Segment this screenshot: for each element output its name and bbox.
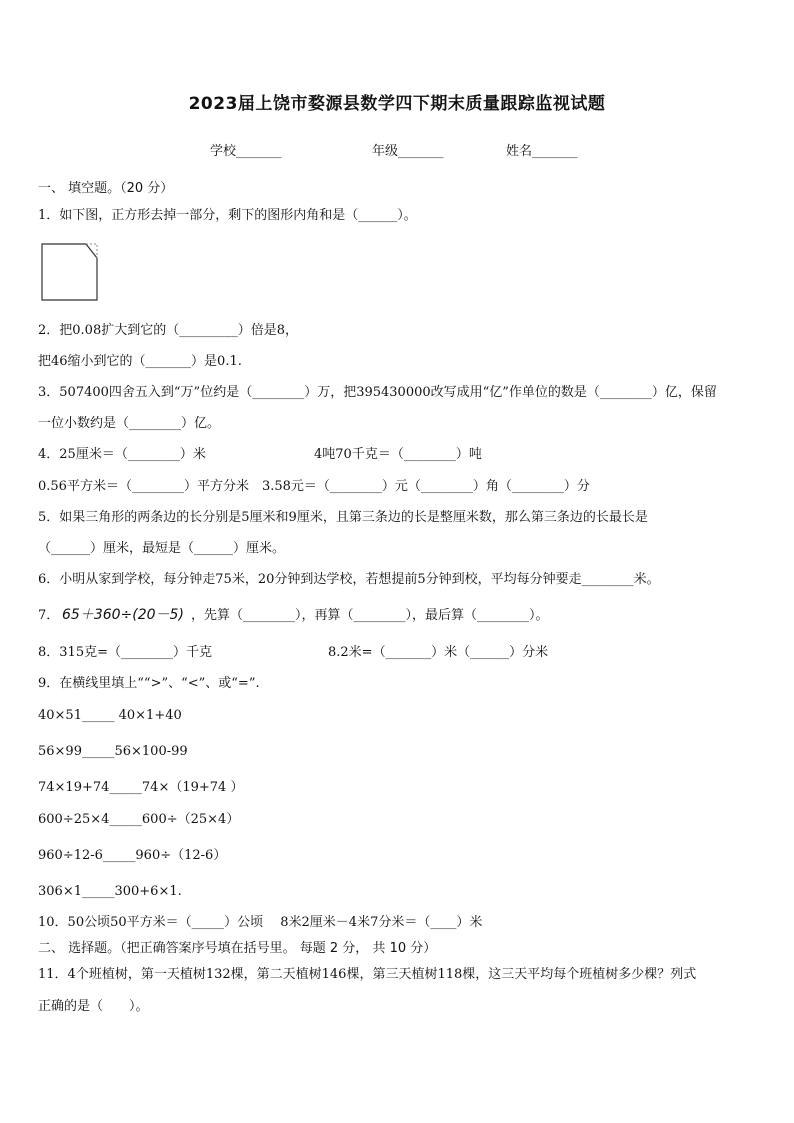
- question-10: 10．50公顷50平方米＝（_____）公顷 8米2厘米－4米7分米＝（____）米: [38, 915, 483, 930]
- question-4b: 0.56平方米＝（________）平方分米 3.58元＝（________）元（________）角（________）分: [38, 479, 590, 494]
- question-7-expression: 65＋360÷(20－5): [62, 607, 184, 623]
- question-1: 1．如下图，正方形去掉一部分，剩下的图形内角和是（______）。: [38, 208, 417, 223]
- section-1-heading: 一、 填空题。（20 分）: [38, 181, 174, 196]
- question-3a: 3．507400四舍五入到“万”位约是（________）万，把395430000改写成用“亿”作单位的数是（________）亿，保留: [38, 385, 717, 400]
- question-11b: 正确的是（ ）。: [38, 999, 149, 1014]
- question-3b: 一位小数约是（________）亿。: [38, 416, 221, 431]
- question-2b: 把46缩小到它的（_______）是0.1.: [38, 354, 242, 369]
- question-11a: 11．4个班植树，第一天植树132棵，第二天植树146棵，第三天植树118棵，这三天平均每个班植树多少棵？列式: [38, 967, 697, 982]
- q9-item: 306×1_____300+6×1.: [38, 884, 182, 899]
- question-7-text: ，先算（________），再算（________），最后算（________）。: [191, 608, 549, 623]
- section-2-heading: 二、 选择题。（把正确答案序号填在括号里。 每题 2 分， 共 10 分）: [38, 941, 437, 956]
- question-7-number: 7．: [38, 608, 60, 623]
- question-6: 6．小明从家到学校，每分钟走75米，20分钟到达学校，若想提前5分钟到校，平均每分钟要走________米。: [38, 572, 660, 587]
- question-9: 9．在横线里填上““>”、“<”、或“=”.: [38, 676, 260, 691]
- grade-field: 年级_______: [372, 144, 444, 159]
- school-field: 学校_______: [210, 144, 282, 159]
- q9-item: 74×19+74_____74×（19+74 ）: [38, 780, 244, 795]
- question-4a-right: 4吨70千克＝（________）吨: [314, 447, 482, 462]
- q9-item: 40×51_____ 40×1+40: [38, 708, 182, 723]
- q9-item: 600÷25×4_____600÷（25×4）: [38, 812, 240, 827]
- name-field: 姓名_______: [506, 144, 578, 159]
- q9-item: 960÷12-6_____960÷（12-6）: [38, 848, 227, 863]
- question-5a: 5．如果三角形的两条边的长分别是5厘米和9厘米，且第三条边的长是整厘米数，那么第三条边的长最长是: [38, 510, 648, 525]
- question-5b: （______）厘米，最短是（______）厘米。: [38, 541, 286, 556]
- page-title: 2023届上饶市婺源县数学四下期末质量跟踪监视试题: [188, 94, 606, 114]
- question-2a: 2．把0.08扩大到它的（_________）倍是8，: [38, 323, 298, 338]
- question-8-left: 8．315克=（________）千克: [38, 645, 212, 660]
- question-4a-left: 4．25厘米＝（________）米: [38, 447, 206, 462]
- q9-item: 56×99_____56×100-99: [38, 744, 188, 759]
- cut-square-figure: [41, 243, 101, 303]
- question-8-right: 8.2米=（_______）米（______）分米: [328, 645, 549, 660]
